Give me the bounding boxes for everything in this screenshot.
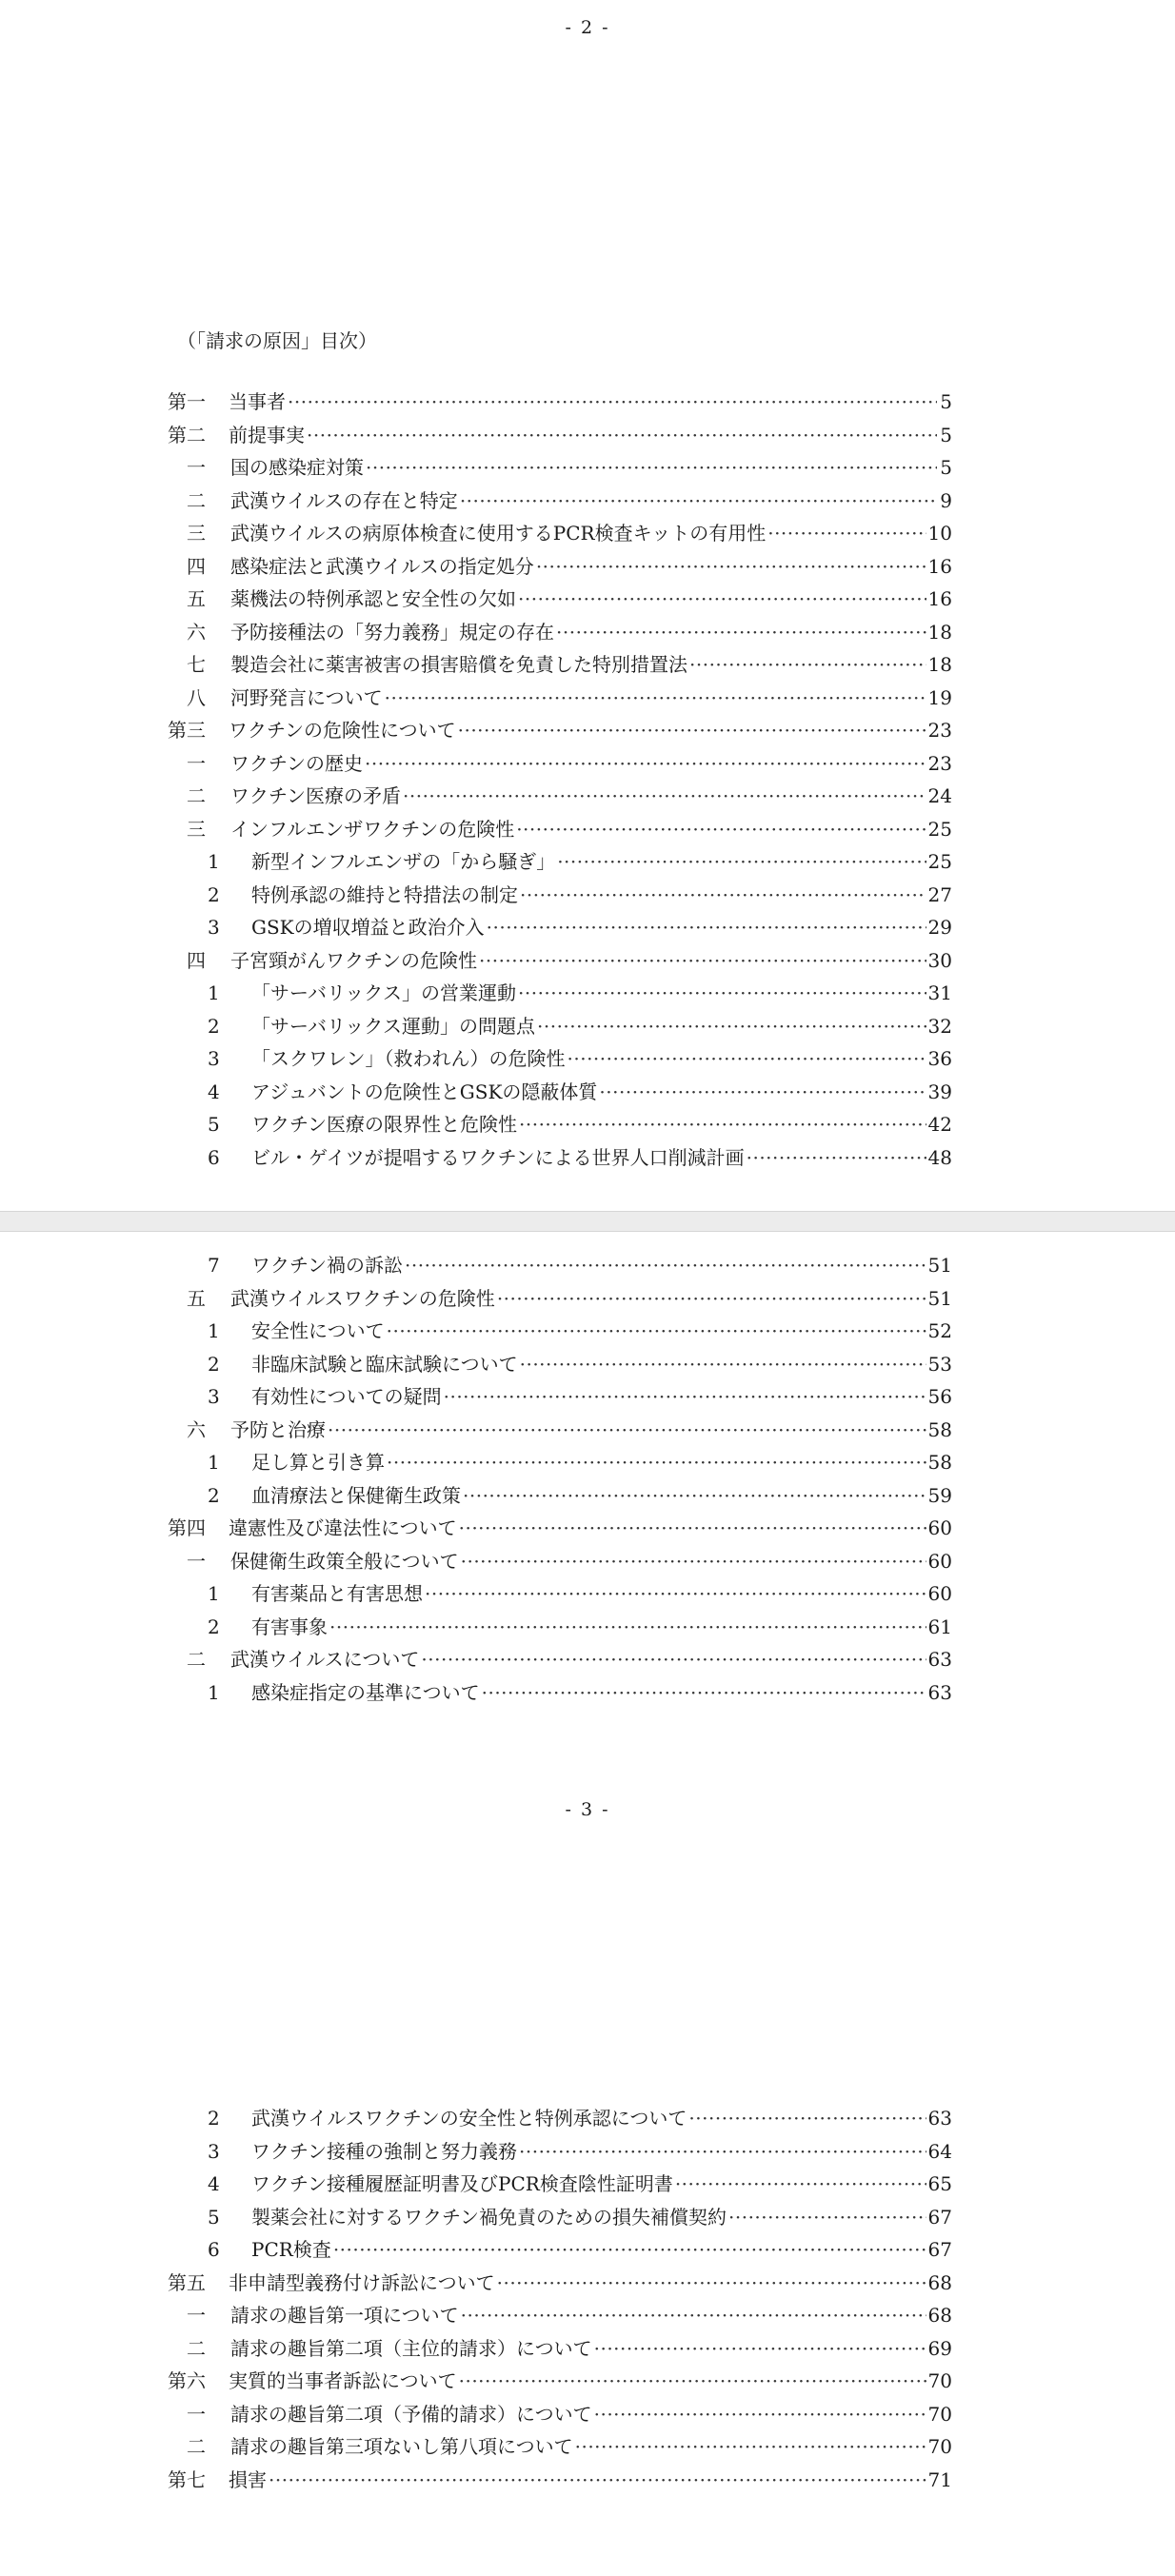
toc-dot-leader (460, 489, 937, 512)
toc-entry-page: 53 (927, 1353, 952, 1376)
toc-entry-page: 63 (927, 2107, 952, 2130)
toc-dot-leader (557, 850, 926, 873)
toc-entry (168, 2271, 952, 2294)
toc-entry-number: 一 (187, 2403, 206, 2426)
toc-entry-number: 2 (208, 1353, 220, 1376)
toc-entry-title: 請求の趣旨第二項（主位的請求）について (230, 2337, 592, 2360)
toc-entry-title: 予防接種法の「努力義務」規定の存在 (230, 621, 554, 644)
toc-dot-leader (556, 621, 926, 644)
toc-dot-leader (688, 2107, 926, 2130)
toc-dot-leader (458, 719, 926, 742)
toc-entry-page: 64 (927, 2140, 952, 2163)
toc-entry-title: 武漢ウイルスについて (230, 1648, 420, 1671)
toc-dot-leader (520, 1353, 926, 1376)
toc-entry (187, 522, 952, 545)
toc-entry-page: 70 (927, 2369, 952, 2392)
toc-entry-title: 製薬会社に対するワクチン禍免責のための損失補償契約 (251, 2206, 727, 2229)
toc-dot-leader (403, 784, 926, 807)
toc-entry-page: 68 (927, 2304, 952, 2327)
toc-dot-leader (518, 981, 926, 1004)
toc-entry-number: 第七 (168, 2468, 206, 2491)
page-number-middle: - 3 - (565, 1799, 610, 1820)
toc-entry (208, 2172, 952, 2195)
toc-entry-number: 六 (187, 621, 206, 644)
toc-entry (208, 1015, 952, 1038)
toc-entry (187, 686, 952, 709)
toc-entry-page: 71 (927, 2468, 952, 2491)
toc-entry-page: 9 (940, 489, 952, 512)
toc-entry-title: 新型インフルエンザの「から騒ぎ」 (251, 850, 556, 873)
toc-entry-title: 請求の趣旨第二項（予備的請求）について (230, 2403, 592, 2426)
toc-entry-number: 1 (208, 850, 220, 873)
toc-dot-leader (675, 2172, 926, 2195)
toc-entry-page: 24 (927, 784, 952, 807)
toc-entry-title: 子宮頸がんワクチンの危険性 (230, 949, 477, 972)
toc-entry-page: 67 (927, 2206, 952, 2229)
toc-dot-leader (405, 1254, 926, 1277)
toc-entry-page: 18 (927, 653, 952, 676)
toc-entry-number: 二 (187, 2337, 206, 2360)
toc-entry-number: 七 (187, 653, 206, 676)
toc-entry-title: 違憲性及び違法性について (229, 1516, 457, 1539)
toc-entry-page: 5 (940, 390, 952, 413)
toc-entry-number: 1 (208, 981, 220, 1004)
toc-entry (187, 2337, 952, 2360)
toc-entry-page: 16 (927, 587, 952, 610)
toc-dot-leader (536, 555, 926, 578)
toc-entry (168, 390, 952, 413)
toc-entry-number: 2 (208, 1615, 220, 1638)
toc-entry (187, 1550, 952, 1573)
toc-entry-title: 請求の趣旨第一項について (230, 2304, 459, 2327)
toc-entry-page: 70 (927, 2403, 952, 2426)
toc-entry (208, 1681, 952, 1704)
toc-entry-number: 一 (187, 456, 206, 479)
toc-entry-title: 安全性について (251, 1319, 385, 1342)
toc-entry (187, 784, 952, 807)
toc-entry-title: 国の感染症対策 (230, 456, 364, 479)
toc-dot-leader (594, 2337, 926, 2360)
toc-entry (187, 2435, 952, 2458)
toc-dot-leader (387, 1451, 926, 1474)
toc-entry-number: 五 (187, 587, 206, 610)
toc-entry-page: 42 (927, 1113, 952, 1136)
toc-entry-number: 2 (208, 883, 220, 906)
toc-entry (208, 1353, 952, 1376)
toc-entry (208, 2107, 952, 2130)
toc-entry-title: 有害事象 (251, 1615, 328, 1638)
toc-entry-page: 51 (927, 1254, 952, 1277)
toc-entry-number: 第二 (168, 424, 206, 446)
toc-entry-number: 五 (187, 1287, 206, 1310)
toc-entry (187, 1648, 952, 1671)
toc-entry-number: 3 (208, 2140, 220, 2163)
toc-dot-leader (307, 424, 937, 446)
toc-entry-title: 河野発言について (230, 686, 383, 709)
toc-entry-page: 31 (927, 981, 952, 1004)
toc-entry (208, 1582, 952, 1605)
toc-entry-number: 第六 (168, 2369, 206, 2392)
toc-dot-leader (568, 1047, 926, 1070)
toc-entry-page: 23 (927, 752, 952, 775)
toc-entry (208, 981, 952, 1004)
toc-entry-page: 58 (927, 1418, 952, 1441)
toc-entry-page: 36 (927, 1047, 952, 1070)
toc-entry (208, 1113, 952, 1136)
toc-entry-title: ビル・ゲイツが提唱するワクチンによる世界人口削減計画 (251, 1146, 745, 1169)
page-separator (0, 1211, 1175, 1232)
toc-entry-title: 非申請型義務付け訴訟について (229, 2271, 495, 2294)
toc-entry-title: 製造会社に薬害被害の損害賠償を免責した特別措置法 (230, 653, 687, 676)
toc-entry-title: インフルエンザワクチンの危険性 (230, 818, 515, 841)
toc-dot-leader (366, 456, 937, 479)
toc-entry-title: 武漢ウイルスワクチンの安全性と特例承認について (251, 2107, 687, 2130)
toc-dot-leader (518, 587, 926, 610)
toc-entry-number: 4 (208, 2172, 220, 2195)
toc-entry (208, 916, 952, 939)
toc-entry (208, 1615, 952, 1638)
toc-entry (187, 555, 952, 578)
toc-entry-page: 60 (927, 1582, 952, 1605)
toc-entry-number: 六 (187, 1418, 206, 1441)
toc-entry-title: 感染症法と武漢ウイルスの指定処分 (230, 555, 534, 578)
toc-entry-title: 「サーバリックス運動」の問題点 (251, 1015, 535, 1038)
toc-entry (187, 1418, 952, 1441)
toc-entry-page: 30 (927, 949, 952, 972)
toc-entry-title: 請求の趣旨第三項ないし第八項について (230, 2435, 573, 2458)
toc-dot-leader (328, 1418, 926, 1441)
toc-dot-leader (385, 686, 926, 709)
toc-dot-leader (421, 1648, 926, 1671)
toc-entry (208, 850, 952, 873)
toc-entry-title: 武漢ウイルスの存在と特定 (230, 489, 458, 512)
toc-dot-leader (487, 916, 926, 939)
toc-entry-title: ワクチンの歴史 (230, 752, 363, 775)
toc-entry-title: 予防と治療 (230, 1418, 326, 1441)
toc-entry-number: 四 (187, 555, 206, 578)
toc-entry-page: 58 (927, 1451, 952, 1474)
toc-dot-leader (497, 1287, 926, 1310)
toc-entry-title: ワクチンの危険性について (229, 719, 456, 742)
toc-entry-title: 有害薬品と有害思想 (251, 1582, 423, 1605)
toc-entry-title: 実質的当事者訴訟について (229, 2369, 457, 2392)
toc-entry (187, 949, 952, 972)
toc-entry-title: 非臨床試験と臨床試験について (251, 1353, 518, 1376)
toc-entry-number: 1 (208, 1319, 220, 1342)
toc-entry-title: 前提事実 (229, 424, 305, 446)
toc-entry-number: 6 (208, 2238, 220, 2261)
toc-entry-number: 3 (208, 1385, 220, 1408)
toc-dot-leader (594, 2403, 926, 2426)
toc-entry-page: 25 (927, 818, 952, 841)
toc-dot-leader (387, 1319, 926, 1342)
toc-dot-leader (461, 2304, 926, 2327)
toc-entry (187, 587, 952, 610)
toc-entry-number: 1 (208, 1582, 220, 1605)
toc-entry-number: 二 (187, 2435, 206, 2458)
toc-entry-page: 63 (927, 1681, 952, 1704)
toc-entry-page: 16 (927, 555, 952, 578)
toc-entry (168, 2468, 952, 2491)
toc-entry-title: 薬機法の特例承認と安全性の欠如 (230, 587, 516, 610)
toc-entry-title: 特例承認の維持と特措法の制定 (251, 883, 518, 906)
toc-entry-number: 2 (208, 2107, 220, 2130)
toc-dot-leader (575, 2435, 926, 2458)
toc-entry-number: 一 (187, 1550, 206, 1573)
toc-dot-leader (479, 949, 926, 972)
toc-entry-number: 三 (187, 818, 206, 841)
toc-entry-page: 23 (927, 719, 952, 742)
toc-entry (187, 456, 952, 479)
toc-dot-leader (461, 1550, 926, 1573)
toc-entry-number: 3 (208, 1047, 220, 1070)
toc-entry-title: 損害 (229, 2468, 267, 2491)
toc-dot-leader (689, 653, 926, 676)
toc-entry (187, 489, 952, 512)
toc-entry (168, 1516, 952, 1539)
toc-entry-number: 6 (208, 1146, 220, 1169)
toc-entry (208, 1484, 952, 1507)
toc-entry (208, 1254, 952, 1277)
toc-entry-title: 武漢ウイルスの病原体検査に使用するPCR検査キットの有用性 (230, 522, 767, 545)
toc-entry (187, 818, 952, 841)
toc-entry-number: 4 (208, 1080, 220, 1103)
toc-entry (208, 1385, 952, 1408)
toc-entry-title: PCR検査 (251, 2238, 331, 2261)
toc-entry-number: 第五 (168, 2271, 206, 2294)
toc-dot-leader (288, 390, 937, 413)
toc-entry-page: 69 (927, 2337, 952, 2360)
toc-entry (168, 2369, 952, 2392)
toc-entry-page: 52 (927, 1319, 952, 1342)
toc-entry (208, 1146, 952, 1169)
toc-entry-title: GSKの増収増益と政治介入 (251, 916, 485, 939)
toc-entry-number: 第三 (168, 719, 206, 742)
toc-entry-number: 2 (208, 1484, 220, 1507)
toc-entry-page: 19 (927, 686, 952, 709)
toc-entry (187, 752, 952, 775)
toc-entry (187, 653, 952, 676)
toc-entry-title: 「スクワレン」（救われん）の危険性 (251, 1047, 566, 1070)
toc-dot-leader (463, 1484, 926, 1507)
toc-entry-title: 足し算と引き算 (251, 1451, 385, 1474)
toc-entry-title: 有効性についての疑問 (251, 1385, 442, 1408)
toc-entry-page: 65 (927, 2172, 952, 2195)
toc-entry-number: 第四 (168, 1516, 206, 1539)
toc-entry-number: 二 (187, 1648, 206, 1671)
toc-dot-leader (329, 1615, 926, 1638)
toc-entry-title: ワクチン接種の強制と努力義務 (251, 2140, 517, 2163)
toc-entry-title: ワクチン医療の限界性と危険性 (251, 1113, 517, 1136)
toc-dot-leader (333, 2238, 926, 2261)
toc-entry-number: 第一 (168, 390, 206, 413)
toc-entry (187, 621, 952, 644)
toc-entry-page: 10 (927, 522, 952, 545)
toc-entry-title: ワクチン接種履歴証明書及びPCR検査陰性証明書 (251, 2172, 673, 2195)
toc-entry (187, 2304, 952, 2327)
toc-entry-number: 二 (187, 784, 206, 807)
toc-entry (208, 1319, 952, 1342)
toc-entry-number: 二 (187, 489, 206, 512)
toc-heading: （「請求の原因」目次） (177, 329, 377, 352)
toc-entry-number: 1 (208, 1681, 220, 1704)
toc-entry-page: 56 (927, 1385, 952, 1408)
toc-dot-leader (425, 1582, 926, 1605)
toc-entry-page: 5 (940, 456, 952, 479)
toc-entry-page: 32 (927, 1015, 952, 1038)
toc-entry (208, 2140, 952, 2163)
toc-entry (168, 719, 952, 742)
toc-entry (208, 2206, 952, 2229)
toc-dot-leader (516, 818, 926, 841)
toc-dot-leader (520, 883, 926, 906)
toc-dot-leader (497, 2271, 926, 2294)
toc-dot-leader (767, 522, 926, 545)
toc-entry-page: 29 (927, 916, 952, 939)
toc-entry (187, 1287, 952, 1310)
toc-entry-number: 2 (208, 1015, 220, 1038)
toc-entry-number: 5 (208, 1113, 220, 1136)
toc-entry (208, 2238, 952, 2261)
toc-dot-leader (269, 2468, 926, 2491)
toc-entry-page: 68 (927, 2271, 952, 2294)
toc-dot-leader (459, 1516, 926, 1539)
toc-entry-page: 5 (940, 424, 952, 446)
toc-entry (168, 424, 952, 446)
toc-dot-leader (537, 1015, 926, 1038)
toc-dot-leader (747, 1146, 926, 1169)
toc-entry (208, 1080, 952, 1103)
toc-dot-leader (365, 752, 926, 775)
toc-entry-page: 60 (927, 1516, 952, 1539)
toc-entry-page: 48 (927, 1146, 952, 1169)
toc-entry-page: 51 (927, 1287, 952, 1310)
toc-dot-leader (728, 2206, 926, 2229)
toc-entry-title: 武漢ウイルスワクチンの危険性 (230, 1287, 495, 1310)
toc-entry-title: ワクチン禍の訴訟 (251, 1254, 403, 1277)
toc-entry-page: 70 (927, 2435, 952, 2458)
toc-dot-leader (519, 2140, 926, 2163)
toc-dot-leader (599, 1080, 926, 1103)
toc-entry-page: 59 (927, 1484, 952, 1507)
toc-entry (208, 883, 952, 906)
toc-entry-page: 18 (927, 621, 952, 644)
toc-entry-number: 1 (208, 1451, 220, 1474)
toc-entry-number: 一 (187, 2304, 206, 2327)
toc-entry-title: 血清療法と保健衛生政策 (251, 1484, 461, 1507)
toc-entry-number: 三 (187, 522, 206, 545)
toc-entry-title: 「サーバリックス」の営業運動 (251, 981, 516, 1004)
toc-entry-number: 四 (187, 949, 206, 972)
toc-dot-leader (519, 1113, 926, 1136)
toc-entry (187, 2403, 952, 2426)
toc-entry-title: 当事者 (229, 390, 286, 413)
toc-dot-leader (482, 1681, 926, 1704)
toc-entry-number: 八 (187, 686, 206, 709)
toc-entry-number: 7 (208, 1254, 220, 1277)
toc-entry-page: 63 (927, 1648, 952, 1671)
toc-entry (208, 1047, 952, 1070)
toc-entry (208, 1451, 952, 1474)
toc-entry-page: 60 (927, 1550, 952, 1573)
toc-entry-title: アジュバントの危険性とGSKの隠蔽体質 (251, 1080, 598, 1103)
toc-entry-number: 一 (187, 752, 206, 775)
toc-entry-title: 保健衛生政策全般について (230, 1550, 459, 1573)
toc-entry-page: 67 (927, 2238, 952, 2261)
toc-entry-page: 25 (927, 850, 952, 873)
toc-entry-page: 61 (927, 1615, 952, 1638)
toc-entry-page: 39 (927, 1080, 952, 1103)
toc-dot-leader (459, 2369, 926, 2392)
toc-entry-title: ワクチン医療の矛盾 (230, 784, 401, 807)
toc-dot-leader (444, 1385, 926, 1408)
page-number-top: - 2 - (565, 17, 610, 38)
toc-entry-number: 3 (208, 916, 220, 939)
toc-entry-title: 感染症指定の基準について (251, 1681, 480, 1704)
toc-entry-number: 5 (208, 2206, 220, 2229)
toc-entry-page: 27 (927, 883, 952, 906)
